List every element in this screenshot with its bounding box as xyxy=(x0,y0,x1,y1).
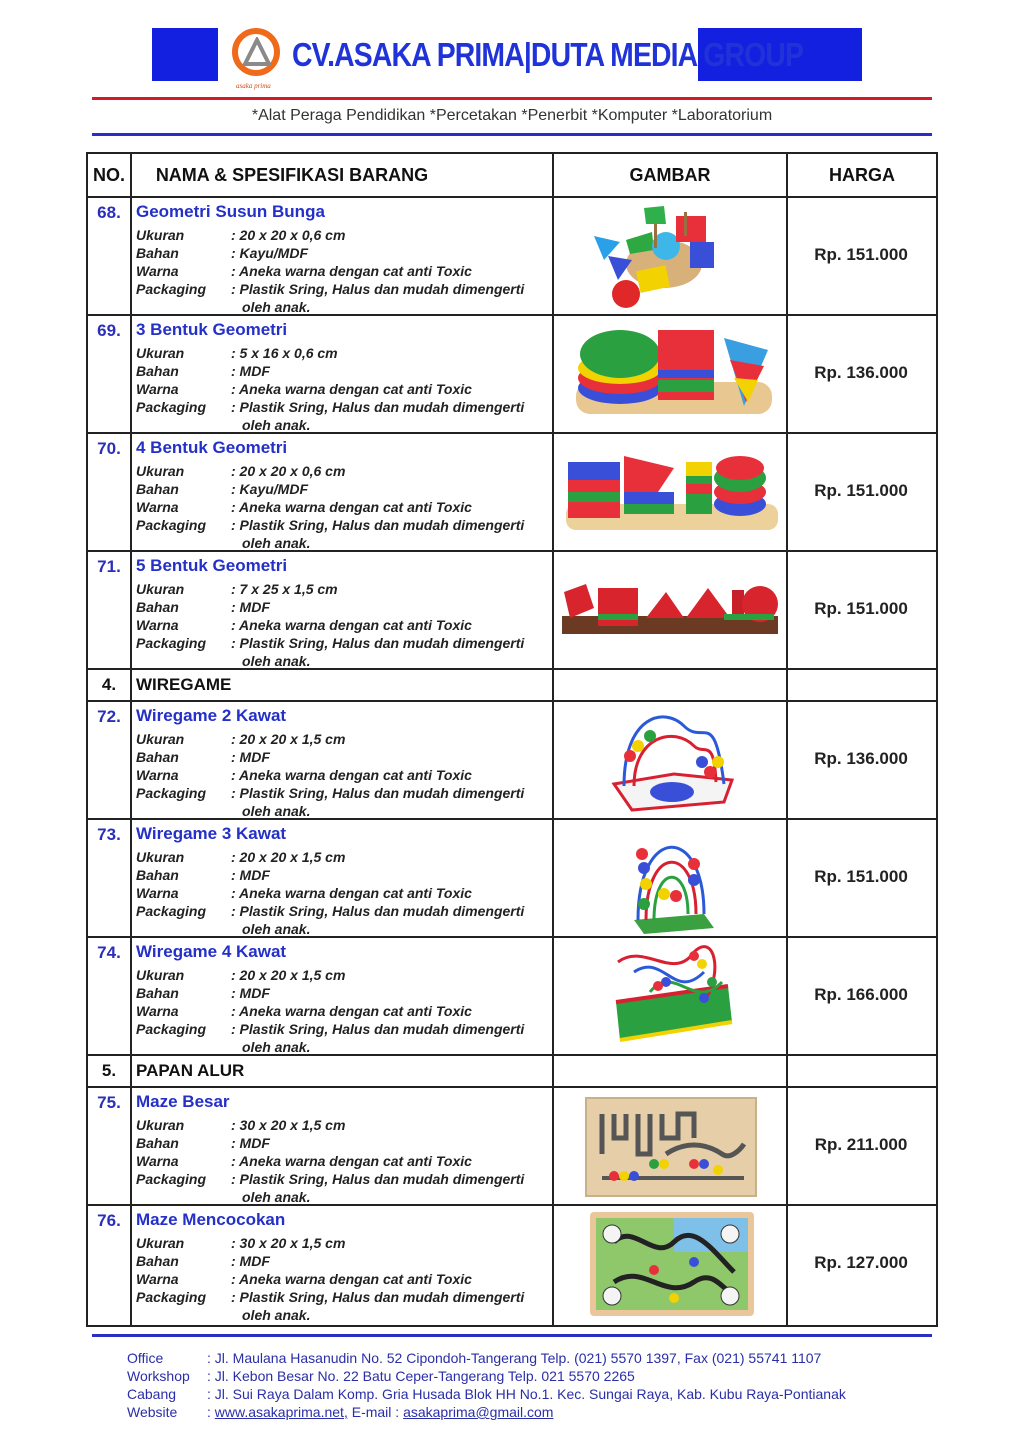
header-name: NAMA & SPESIFIKASI BARANG xyxy=(155,165,429,185)
website-link[interactable]: www.asakaprima.net, xyxy=(214,1404,348,1420)
section-name: PAPAN ALUR xyxy=(136,1061,245,1080)
item-name: Wiregame 2 Kawat xyxy=(136,706,287,725)
table-row: 74. Wiregame 4 Kawat Ukuran : 20 x 20 x 1,5 cm Bahan : MDF Warna : Aneka warna dengan cat anti Toxic Packaging : Plastik Sring, Halus dan mudah dimengerti oleh anak. Rp. 166.000 xyxy=(88,938,936,1056)
table-row: 68. Geometri Susun Bunga Ukuran : 20 x 20 x 0,6 cm Bahan : Kayu/MDF Warna : Aneka warna dengan cat anti Toxic Packaging : Plastik Sring, Halus dan mudah dimengerti oleh anak. Rp. 151.000 xyxy=(88,198,936,316)
footer-rule-blue xyxy=(92,1334,932,1337)
tagline: *Alat Peraga Pendidikan *Percetakan *Penerbit *Komputer *Laboratorium xyxy=(251,107,773,124)
item-price: Rp. 151.000 xyxy=(814,867,908,886)
header-rule-blue xyxy=(92,133,932,136)
3-bentuk-geometri-image xyxy=(554,322,786,426)
item-name: 3 Bentuk Geometri xyxy=(136,320,288,339)
item-name: Maze Besar xyxy=(136,1092,230,1111)
section-name: WIREGAME xyxy=(136,675,232,694)
email-link[interactable]: asakaprima@gmail.com xyxy=(403,1404,554,1420)
maze-mencocokan-image xyxy=(554,1212,786,1318)
item-name: Geometri Susun Bunga xyxy=(136,202,325,221)
geometri-susun-bunga-image xyxy=(554,202,786,312)
item-price: Rp. 211.000 xyxy=(814,1135,908,1154)
item-price: Rp. 151.000 xyxy=(814,245,908,264)
wiregame-4-kawat-image xyxy=(554,942,786,1052)
logo-subtitle: asaka prima xyxy=(236,82,271,90)
company-logo-icon xyxy=(232,28,280,76)
product-table xyxy=(86,152,938,1327)
header-price: HARGA xyxy=(829,165,895,185)
table-header-row xyxy=(88,154,936,198)
company-name: CV.ASAKA PRIMA|DUTA MEDIA GROUP xyxy=(292,36,804,73)
table-row: 75. Maze Besar Ukuran : 30 x 20 x 1,5 cm Bahan : MDF Warna : Aneka warna dengan cat anti Toxic Packaging : Plastik Sring, Halus dan mudah dimengerti oleh anak. Rp. 211.000 xyxy=(88,1088,936,1206)
wiregame-3-kawat-image xyxy=(554,824,786,934)
header-no: NO. xyxy=(92,165,125,185)
item-price: Rp. 136.000 xyxy=(814,363,908,382)
item-name: Wiregame 4 Kawat xyxy=(136,942,287,961)
maze-besar-image xyxy=(554,1094,786,1200)
section-row-papan-alur: 5. PAPAN ALUR xyxy=(88,1056,936,1088)
header-image: GAMBAR xyxy=(629,165,711,185)
item-name: 4 Bentuk Geometri xyxy=(136,438,288,457)
table-row: 72. Wiregame 2 Kawat Ukuran : 20 x 20 x 1,5 cm Bahan : MDF Warna : Aneka warna dengan cat anti Toxic Packaging : Plastik Sring, Halus dan mudah dimengerti oleh anak. Rp. 136.000 xyxy=(88,702,936,820)
table-row: 70. 4 Bentuk Geometri Ukuran : 20 x 20 x 0,6 cm Bahan : Kayu/MDF Warna : Aneka warna dengan cat anti Toxic Packaging : Plastik Sring, Halus dan mudah dimengerti oleh anak. Rp. 151.000 xyxy=(88,434,936,552)
item-name: Maze Mencocokan xyxy=(136,1210,286,1229)
item-price: Rp. 166.000 xyxy=(814,985,908,1004)
header-rule-red xyxy=(92,97,932,100)
4-bentuk-geometri-image xyxy=(554,448,786,538)
header-blue-block-left xyxy=(152,28,218,81)
table-row: 76. Maze Mencocokan Ukuran : 30 x 20 x 1,5 cm Bahan : MDF Warna : Aneka warna dengan cat anti Toxic Packaging : Plastik Sring, Halus dan mudah dimengerti oleh anak. Rp. 127.000 xyxy=(88,1206,936,1325)
item-price: Rp. 127.000 xyxy=(814,1253,908,1272)
5-bentuk-geometri-image xyxy=(554,578,786,640)
item-name: Wiregame 3 Kawat xyxy=(136,824,287,843)
item-price: Rp. 151.000 xyxy=(814,599,908,618)
table-row: 71. 5 Bentuk Geometri Ukuran : 7 x 25 x 1,5 cm Bahan : MDF Warna : Aneka warna dengan cat anti Toxic Packaging : Plastik Sring, Halus dan mudah dimengerti oleh anak. Rp. 151.000 xyxy=(88,552,936,670)
item-name: 5 Bentuk Geometri xyxy=(136,556,288,575)
section-row-wiregame: 4. WIREGAME xyxy=(88,670,936,702)
table-row: 69. 3 Bentuk Geometri Ukuran : 5 x 16 x 0,6 cm Bahan : MDF Warna : Aneka warna dengan cat anti Toxic Packaging : Plastik Sring, Halus dan mudah dimengerti oleh anak. Rp. 136.000 xyxy=(88,316,936,434)
item-price: Rp. 136.000 xyxy=(814,749,908,768)
item-price: Rp. 151.000 xyxy=(814,481,908,500)
table-row: 73. Wiregame 3 Kawat Ukuran : 20 x 20 x 1,5 cm Bahan : MDF Warna : Aneka warna dengan cat anti Toxic Packaging : Plastik Sring, Halus dan mudah dimengerti oleh anak. Rp. 151.000 xyxy=(88,820,936,938)
wiregame-2-kawat-image xyxy=(554,706,786,816)
